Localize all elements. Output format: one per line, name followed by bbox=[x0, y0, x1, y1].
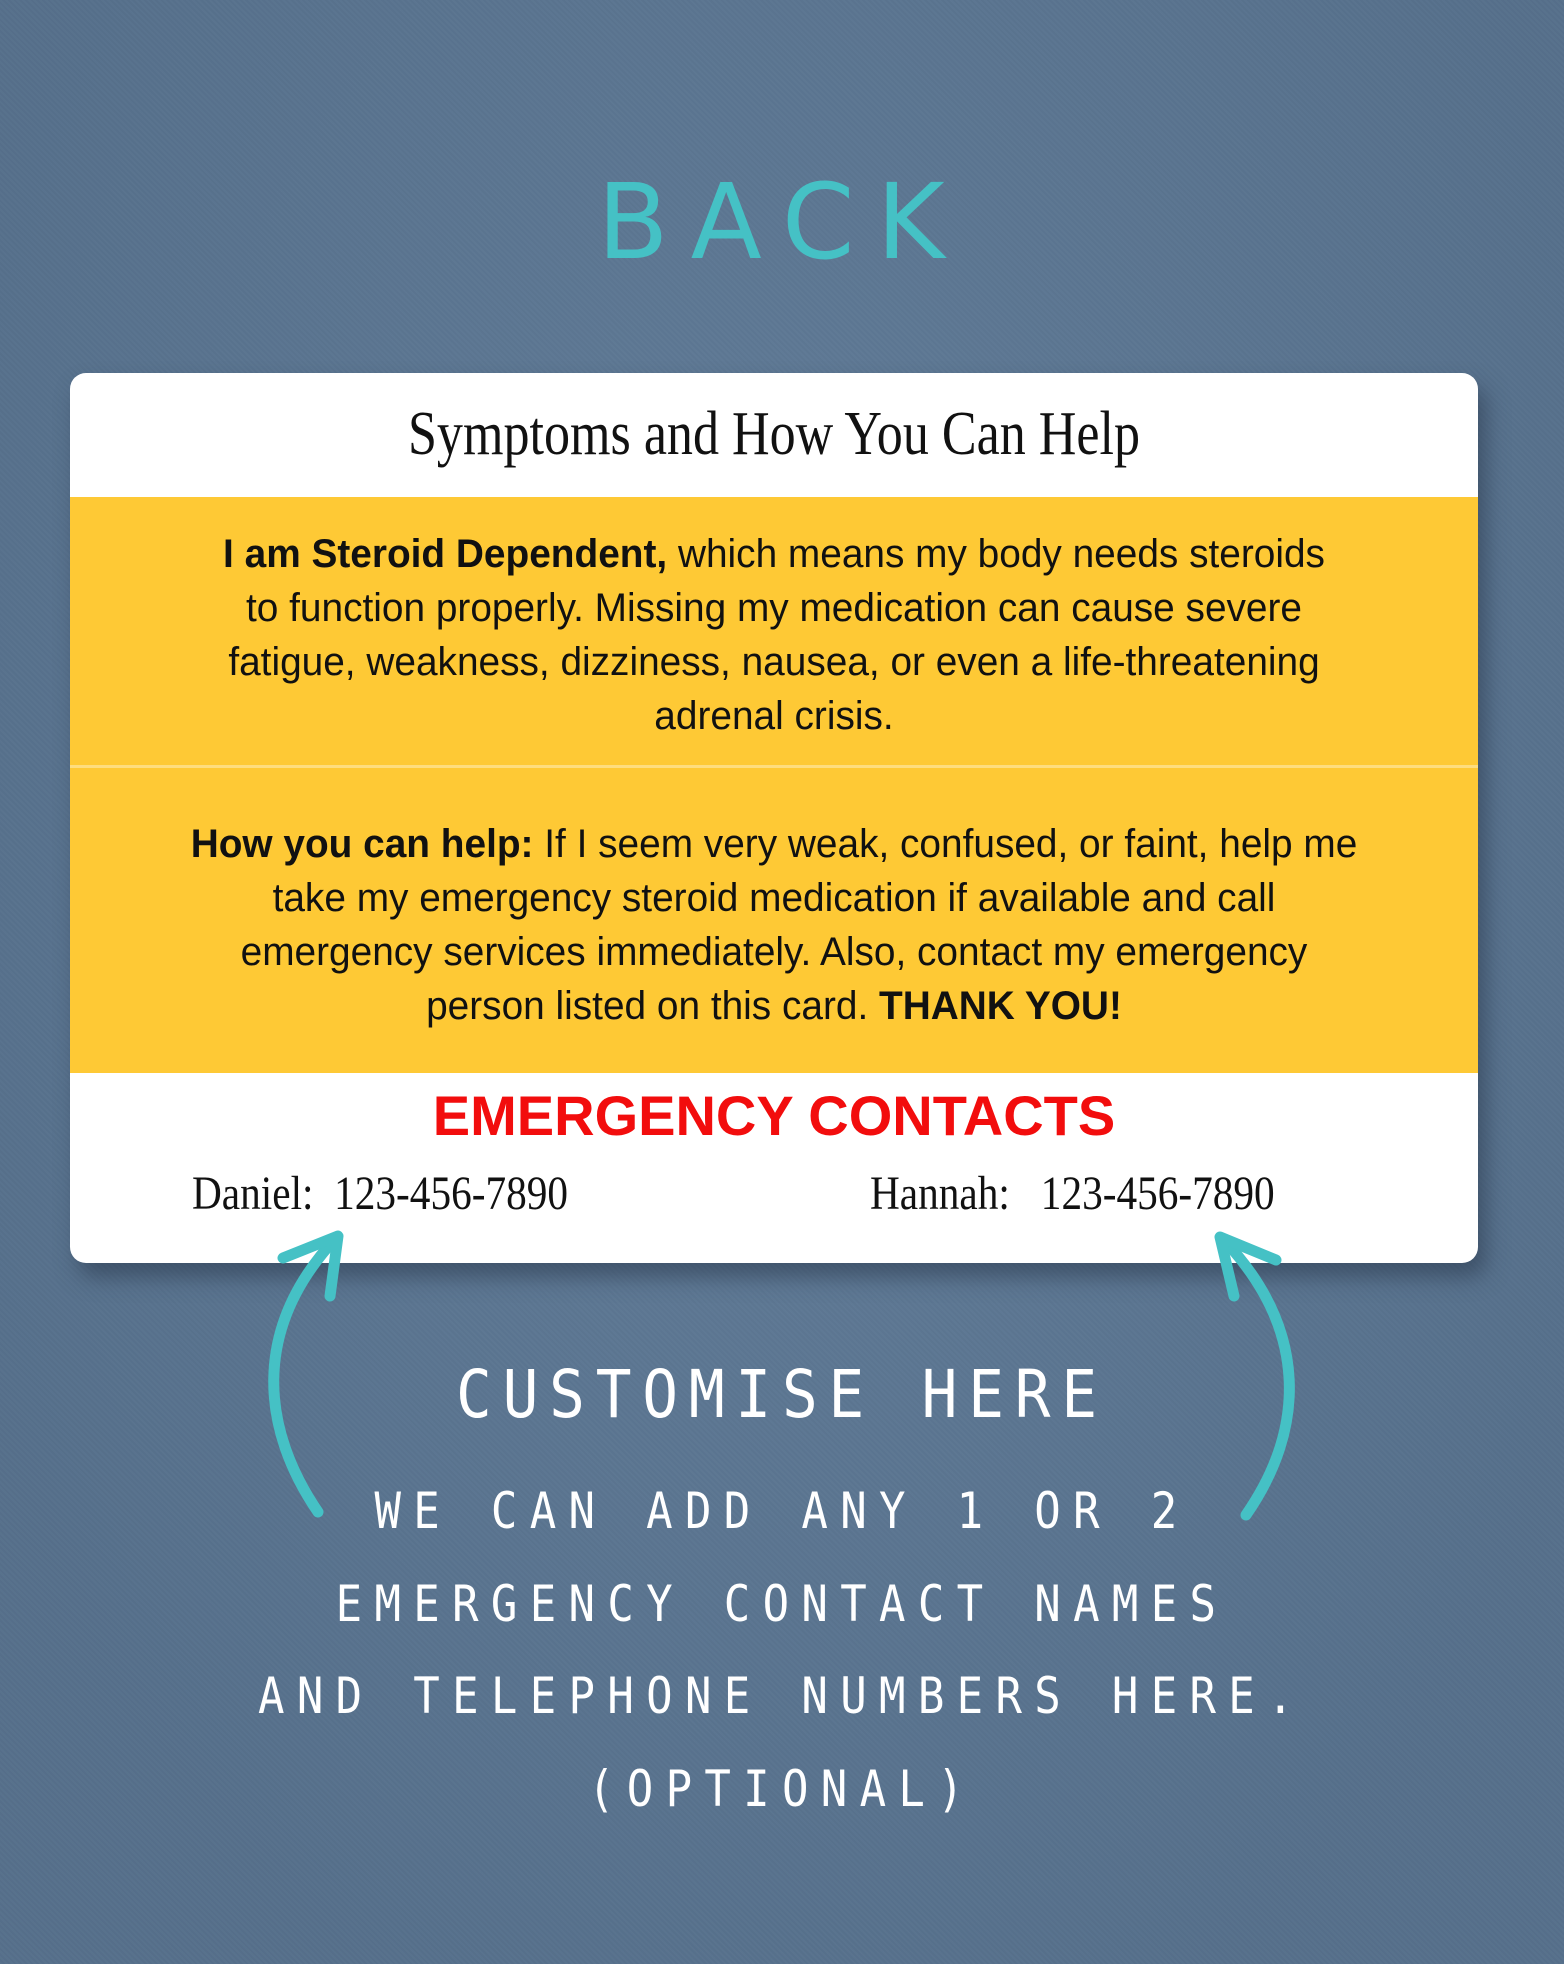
steroid-dependent-lead: I am Steroid Dependent, bbox=[223, 532, 668, 576]
thank-you-text: THANK YOU! bbox=[879, 984, 1122, 1028]
emergency-contacts-title: EMERGENCY CONTACTS bbox=[432, 1084, 1116, 1147]
emergency-contact-1 bbox=[192, 1167, 569, 1220]
card-title: Symptoms and How You Can Help bbox=[407, 400, 1141, 468]
back-heading: BACK bbox=[597, 161, 967, 283]
contact-phone: 123-456-7890 bbox=[334, 1167, 569, 1220]
medical-card-back bbox=[70, 373, 1478, 1263]
contact-name: Daniel: bbox=[192, 1167, 314, 1220]
how-you-can-help-lead: How you can help: bbox=[190, 822, 534, 866]
band-divider bbox=[70, 765, 1478, 768]
contact-name: Hannah: bbox=[870, 1167, 1010, 1220]
customise-info-line-3: AND TELEPHONE NUMBERS HERE. bbox=[258, 1667, 1306, 1725]
steroid-dependent-paragraph bbox=[70, 527, 1478, 743]
emergency-contact-2 bbox=[870, 1167, 1275, 1220]
how-you-can-help-text: If I seem very weak, confused, or faint, help me take my emergency steroid medication if available and call emergency services immediately. Also, contact my emergency person listed on this card. bbox=[240, 822, 1358, 1028]
customise-info-line-2: EMERGENCY CONTACT NAMES bbox=[335, 1575, 1229, 1633]
how-you-can-help-paragraph bbox=[70, 817, 1478, 1033]
customise-info-line-4: (OPTIONAL) bbox=[587, 1760, 977, 1818]
customise-info-line-1: WE CAN ADD ANY 1 OR 2 bbox=[374, 1482, 1190, 1540]
steroid-dependent-text: which means my body needs steroids to function properly. Missing my medication can cause severe fatigue, weakness, dizziness, nausea, or even a life-threatening adrenal crisis. bbox=[228, 532, 1325, 738]
customise-heading: CUSTOMISE HERE bbox=[456, 1356, 1108, 1433]
contact-phone: 123-456-7890 bbox=[1040, 1167, 1275, 1220]
info-band bbox=[70, 497, 1478, 1073]
